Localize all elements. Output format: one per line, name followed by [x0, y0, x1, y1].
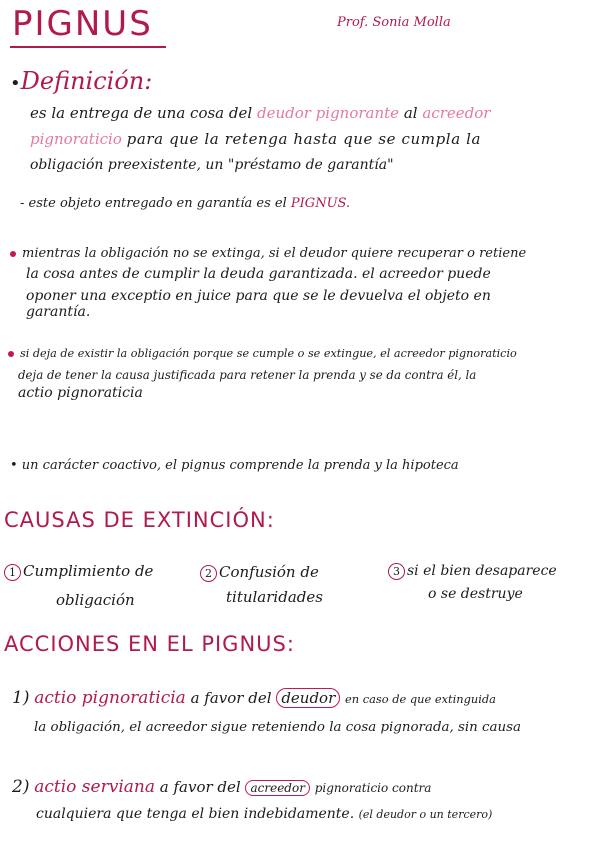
causa-text: Cumplimiento de — [23, 562, 154, 580]
definicion-line-3: obligación preexistente, un "préstamo de garantía" — [30, 157, 394, 173]
bullet-3: • un carácter coactivo, el pignus comprende la prenda y la hipoteca — [10, 458, 459, 473]
note-text: - este objeto entregado en garantía es el — [20, 196, 287, 211]
number-1-circle-icon: 1 — [4, 564, 21, 581]
accion-1-line-1 — [12, 688, 496, 708]
causa-text: Confusión de — [219, 563, 319, 581]
definicion-heading-text: Definición: — [20, 67, 153, 95]
bullet-text: mientras la obligación no se extinga, si el deudor quiere recuperar o retiene — [22, 246, 527, 261]
definicion-text: es la entrega de una cosa del — [30, 104, 253, 122]
bullet-dot: • — [10, 73, 21, 94]
deudor-pignorante-term: deudor pignorante — [256, 104, 400, 122]
causa-3-line-2: o se destruye — [428, 586, 523, 602]
author-name: Prof. Sonia Molla — [337, 15, 451, 30]
bullet-2-line-3: actio pignoraticia — [18, 385, 143, 401]
definicion-line-2 — [30, 130, 481, 148]
number-2-circle-icon: 2 — [200, 565, 217, 582]
acciones-heading: ACCIONES EN EL PIGNUS: — [4, 632, 295, 656]
bullet-dot — [8, 351, 14, 357]
causa-2-line-1 — [200, 563, 319, 582]
accion-1-line-2: la obligación, el acreedor sigue reteniendo la cosa pignorada, sin causa — [34, 720, 522, 735]
causas-heading: CAUSAS DE EXTINCIÓN: — [4, 508, 275, 532]
bullet-1-line-4: garantía. — [26, 304, 91, 320]
causa-2-line-2: titularidades — [226, 588, 323, 606]
actio-serviana-term: actio serviana — [34, 777, 155, 797]
accion-text: en caso de que extinguida — [345, 692, 496, 706]
pignus-term: PIGNUS. — [290, 196, 351, 211]
causa-text: si el bien desaparece — [407, 563, 557, 579]
deudor-circled-term: deudor — [276, 688, 340, 708]
bullet-2-line-1 — [8, 347, 517, 360]
definicion-text: para que la retenga hasta que se cumpla la — [126, 130, 482, 148]
definicion-note — [20, 196, 350, 211]
causa-1-line-2: obligación — [56, 591, 135, 609]
bullet-2-line-2: deja de tener la causa justificada para retener la prenda y se da contra él, la — [18, 368, 477, 382]
accion-text: a favor del — [190, 689, 272, 707]
accion-text: cualquiera que tenga el bien indebidamente. — [36, 806, 355, 822]
bullet-dot — [10, 251, 16, 257]
definicion-text: al — [403, 104, 418, 122]
accion-number: 1) — [12, 688, 30, 708]
bullet-1-line-3: oponer una exceptio en juice para que se le devuelva el objeto en — [26, 288, 491, 304]
causa-1-line-1 — [4, 562, 153, 581]
acreedor-term: acreedor — [422, 104, 491, 122]
accion-text: pignoraticio contra — [314, 781, 432, 795]
accion-aside: (el deudor o un tercero) — [358, 808, 493, 821]
pignoraticio-term: pignoraticio — [30, 130, 122, 148]
definicion-heading — [10, 67, 152, 95]
actio-pignoraticia-term: actio pignoraticia — [34, 688, 186, 708]
bullet-1-line-2: la cosa antes de cumplir la deuda garantizada. el acreedor puede — [26, 266, 491, 282]
acreedor-circled-term: acreedor — [245, 780, 309, 796]
accion-number: 2) — [12, 777, 30, 797]
causa-3-line-1 — [388, 563, 557, 580]
definicion-line-1 — [30, 104, 490, 122]
accion-2-line-1 — [12, 777, 431, 797]
accion-2-line-2 — [36, 806, 492, 822]
page-title: PIGNUS — [12, 4, 153, 44]
number-3-circle-icon: 3 — [388, 563, 405, 580]
title-underline — [10, 46, 166, 48]
bullet-text: si deja de existir la obligación porque se cumple o se extingue, el acreedor pignoraticio — [20, 347, 517, 360]
accion-text: a favor del — [159, 778, 241, 796]
bullet-1-line-1 — [10, 246, 526, 261]
